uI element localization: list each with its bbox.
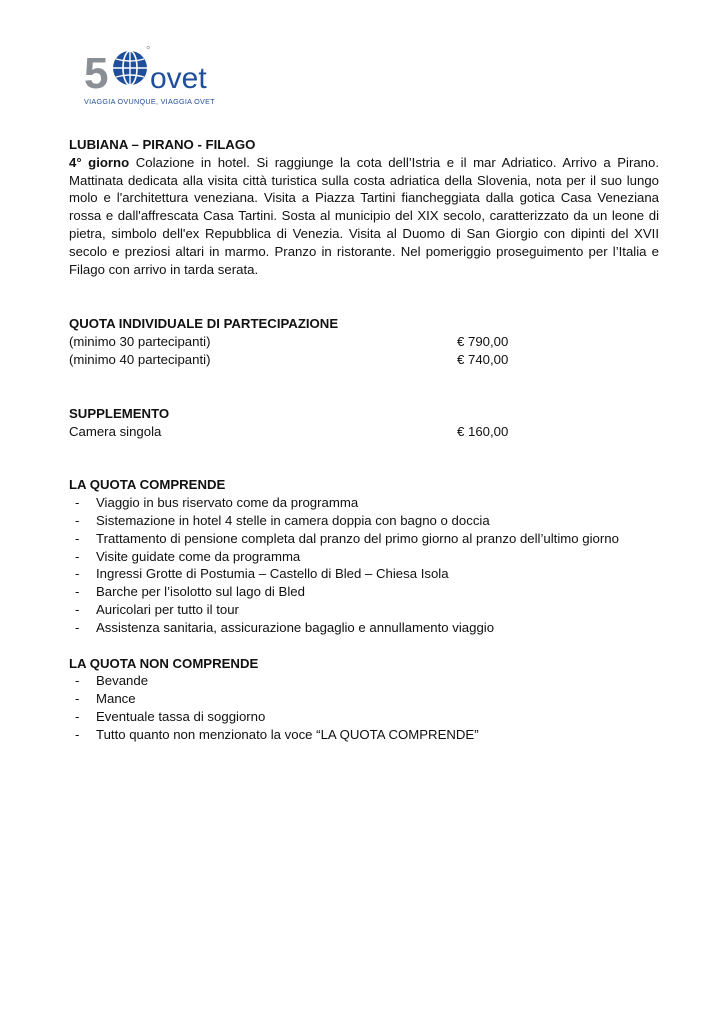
itinerary-day-paragraph (69, 154, 659, 279)
quota-heading: QUOTA INDIVIDUALE DI PARTECIPAZIONE (69, 316, 339, 332)
list-item (69, 565, 659, 583)
list-item-text: Bevande (96, 673, 149, 689)
supplemento-section (69, 405, 659, 441)
list-item-text: Viaggio in bus riservato come da programma (96, 495, 359, 511)
comprende-section (69, 476, 659, 636)
list-item-text: Sistemazione in hotel 4 stelle in camera doppia con bagno o doccia (96, 512, 490, 528)
list-dash: - (75, 691, 80, 707)
list-item (69, 601, 659, 619)
list-item-text: Barche per l’isolotto sul lago di Bled (96, 584, 305, 600)
list-item-text: Ingressi Grotte di Postumia – Castello di Bled – Chiesa Isola (96, 566, 449, 582)
list-dash: - (75, 512, 80, 528)
price-label: (minimo 40 partecipanti) (69, 351, 211, 367)
quota-section (69, 315, 659, 368)
list-item-text: Eventuale tassa di soggiorno (96, 708, 266, 724)
globe-icon (113, 51, 147, 85)
list-dash: - (75, 495, 80, 511)
logo-degree: ° (146, 45, 151, 57)
list-dash: - (75, 530, 80, 546)
list-item-text: Trattamento di pensione completa dal pranzo del primo giorno al pranzo dell’ultimo giorno (96, 530, 619, 546)
price-value: € 160,00 (457, 423, 509, 439)
day-label: 4° giorno (69, 154, 130, 170)
list-dash: - (75, 673, 80, 689)
list-item-text: Tutto quanto non menzionato la voce “LA QUOTA COMPRENDE” (96, 726, 479, 742)
price-value: € 790,00 (457, 334, 509, 350)
comprende-list (69, 494, 659, 636)
logo-number-five: 5 (84, 49, 109, 98)
list-item (69, 690, 659, 708)
logo-tagline: VIAGGIA OVUNQUE, VIAGGIA OVET (84, 97, 215, 106)
list-dash: - (75, 566, 80, 582)
list-dash: - (75, 619, 80, 635)
list-item-text: Mance (96, 691, 136, 707)
list-dash: - (75, 548, 80, 564)
ovet-logo (82, 38, 242, 110)
list-item (69, 548, 659, 566)
list-item-text: Visite guidate come da programma (96, 548, 301, 564)
list-item-text: Auricolari per tutto il tour (96, 601, 239, 617)
list-item (69, 494, 659, 512)
day-description: Colazione in hotel. Si raggiunge la cota dell’Istria e il mar Adriatico. Arrivo a Pirano. Mattinata dedicata alla visita città turistica sulla costa adriatica della Slovenia, nota per il suo lungo molo e l'architettura veneziana. Visita a Piazza Tartini fiancheggiata dalla gotica Casa Veneziana rossa e dall'affrescata Casa Tartini. Sosta al municipio del XIX secolo, caratterizzato da un leone di pietra, simbolo dell'ex Repubblica di Venezia. Visita al Duomo di San Giorgio con dipinti del XVII secolo e preziosi altari in marmo. Pranzo in ristorante. Nel pomeriggio proseguimento per l’Italia e Filago con arrivo in tarda serata. (69, 154, 659, 277)
non-comprende-list (69, 672, 659, 743)
logo-wordmark: ovet (150, 62, 207, 95)
price-label: (minimo 30 partecipanti) (69, 334, 211, 350)
list-item (69, 619, 659, 637)
document-body (69, 136, 659, 744)
non-comprende-heading: LA QUOTA NON COMPRENDE (69, 655, 259, 671)
list-dash: - (75, 584, 80, 600)
list-item (69, 708, 659, 726)
price-row (69, 351, 659, 369)
itinerary-title: LUBIANA – PIRANO - FILAGO (69, 137, 256, 152)
price-row (69, 333, 659, 351)
supplemento-heading: SUPPLEMENTO (69, 405, 170, 421)
price-row (69, 423, 659, 441)
list-item (69, 530, 659, 548)
list-item (69, 726, 659, 744)
comprende-heading: LA QUOTA COMPRENDE (69, 477, 226, 493)
non-comprende-section (69, 655, 659, 744)
list-item (69, 672, 659, 690)
price-label: Camera singola (69, 423, 162, 439)
list-item (69, 512, 659, 530)
list-dash: - (75, 726, 80, 742)
ovet-logo-graphic (82, 38, 242, 110)
price-value: € 740,00 (457, 351, 509, 367)
list-dash: - (75, 601, 80, 617)
list-item-text: Assistenza sanitaria, assicurazione bagaglio e annullamento viaggio (96, 619, 495, 635)
list-dash: - (75, 708, 80, 724)
list-item (69, 583, 659, 601)
